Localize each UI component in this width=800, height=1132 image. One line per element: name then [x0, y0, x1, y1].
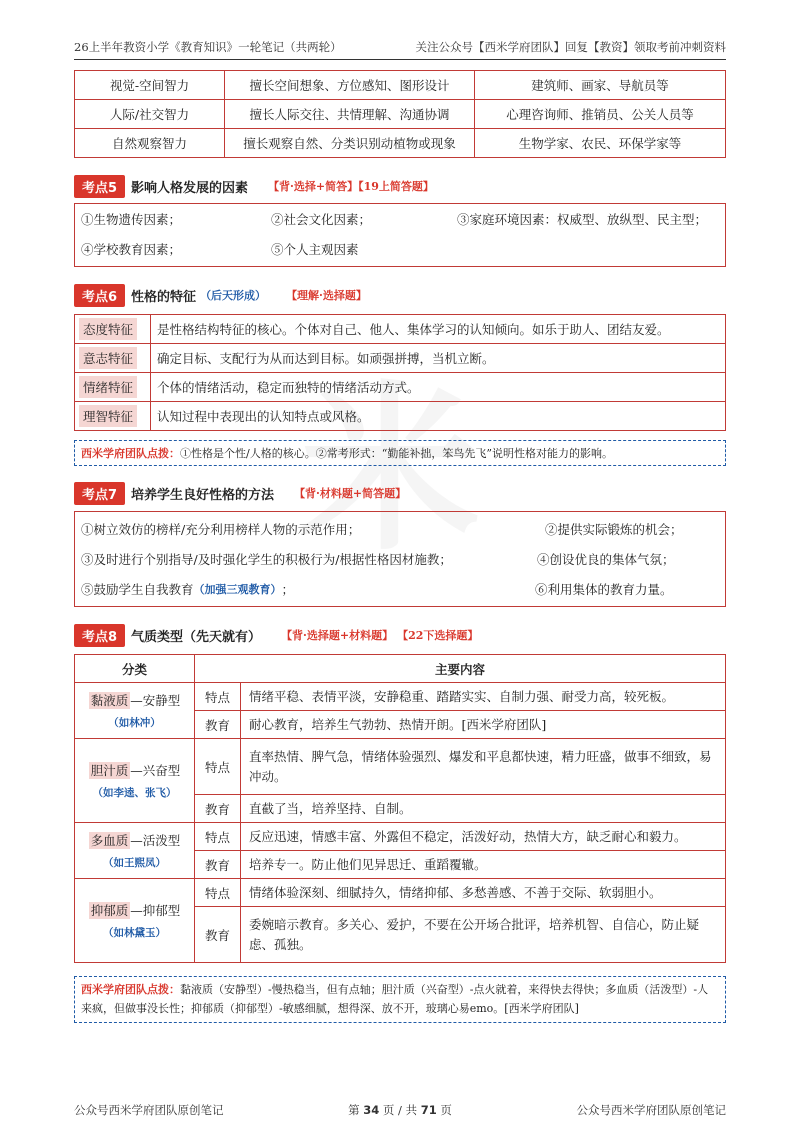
table-row [75, 129, 726, 158]
type-highlight: 抑郁质 [90, 903, 129, 918]
intelligence-type: 视觉-空间智力 [75, 71, 225, 100]
trait-label: 态度特征 [79, 318, 137, 340]
type-cell [75, 683, 195, 739]
kp7-semicolon: ； [281, 582, 295, 597]
kp5-tag: 【背·选择+简答】【19上简答题】 [268, 180, 434, 193]
intelligence-ability: 擅长人际交往、共情理解、沟通协调 [225, 100, 475, 129]
type-rest: —兴奋型 [130, 763, 181, 778]
kp6-tip [74, 440, 726, 466]
trait-text: 直率热情、脾气急，情绪体验强烈、爆发和平息都快速，精力旺盛，做事不细致，易冲动。 [241, 739, 726, 795]
type-example: （如林冲） [108, 717, 161, 729]
kp5-item: ③家庭环境因素：权威型、放纵型、民主型； [457, 212, 708, 227]
type-rest: —抑郁型 [130, 903, 181, 918]
table-row [75, 71, 726, 100]
type-highlight: 多血质 [90, 833, 129, 848]
type-example: （如李逵、张飞） [92, 787, 177, 799]
kp5-heading [74, 175, 434, 197]
kp7-item: ①树立效仿的榜样/充分利用榜样人物的示范作用； [81, 522, 361, 537]
page-header [74, 38, 726, 60]
intelligence-ability: 擅长空间想象、方位感知、图形设计 [225, 71, 475, 100]
temperament-table [74, 654, 726, 963]
intelligence-careers: 建筑师、画家、导航员等 [475, 71, 726, 100]
tip-author: 西米学府团队点拨： [81, 447, 180, 460]
kp6-badge: 考点6 [74, 284, 125, 307]
table-row [75, 683, 726, 711]
kp5-title: 影响人格发展的因素 [131, 180, 249, 196]
trait-desc: 确定目标、支配行为从而达到目标。如顽强拼搏，当机立断。 [151, 344, 726, 373]
intelligence-type: 自然观察智力 [75, 129, 225, 158]
kp7-item: ④创设优良的集体气氛； [537, 552, 675, 567]
type-cell [75, 879, 195, 963]
table-row [75, 100, 726, 129]
table-row [75, 402, 726, 431]
intelligence-table [74, 70, 726, 158]
kp6-tag: 【理解·选择题】 [286, 289, 367, 302]
kp7-badge: 考点7 [74, 482, 125, 505]
table-row [75, 739, 726, 795]
trait-label-cell [75, 402, 151, 431]
type-example: （如王熙凤） [103, 857, 166, 869]
trait-text: 情绪平稳、表情平淡，安静稳重、踏踏实实、自制力强、耐受力高，较死板。 [241, 683, 726, 711]
type-name [75, 691, 194, 709]
page-suffix: 页 [440, 1103, 452, 1117]
table-row [75, 879, 726, 907]
table-row [75, 315, 726, 344]
trait-desc: 认知过程中表现出的认知特点或风格。 [151, 402, 726, 431]
trait-label-cell [75, 344, 151, 373]
traits-table [74, 314, 726, 431]
header-content: 主要内容 [195, 655, 726, 683]
trait-text: 情绪体验深刻、细腻持久，情绪抑郁、多愁善感、不善于交际、软弱胆小。 [241, 879, 726, 907]
kp7-item: ⑥利用集体的教育力量。 [535, 582, 673, 597]
kp8-tag: 【背·选择题+材料题】 [281, 629, 394, 642]
edu-text: 培养专一。防止他们见异思迁、重蹈覆辙。 [241, 851, 726, 879]
intelligence-type: 人际/社交智力 [75, 100, 225, 129]
header-left: 26上半年教资小学《教育知识》一轮笔记（共两轮） [74, 40, 342, 54]
edu-text: 委婉暗示教育。多关心、爱护，不要在公开场合批评，培养机智、自信心，防止疑虑、孤独。 [241, 907, 726, 963]
trait-label-cell [75, 315, 151, 344]
type-example: （如林黛玉） [103, 927, 166, 939]
kp7-line-3 [75, 574, 725, 604]
edu-text: 直截了当，培养坚持、自制。 [241, 795, 726, 823]
kp5-badge: 考点5 [74, 175, 125, 198]
header-right: 关注公众号【西米学府团队】回复【教资】领取考前冲刺资料 [415, 40, 726, 54]
kp8-heading [74, 624, 478, 646]
kp7-title: 培养学生良好性格的方法 [131, 487, 275, 503]
page-prefix: 第 [348, 1103, 360, 1117]
sub-label: 教育 [195, 711, 241, 739]
sub-label: 特点 [195, 823, 241, 851]
trait-label: 情绪特征 [79, 376, 137, 398]
table-header-row [75, 655, 726, 683]
page-num: 34 [363, 1103, 380, 1117]
trait-label: 意志特征 [79, 347, 137, 369]
kp8-tip [74, 976, 726, 1023]
intelligence-careers: 生物学家、农民、环保学家等 [475, 129, 726, 158]
type-highlight: 胆汁质 [90, 763, 129, 778]
kp7-item: ⑤鼓励学生自我教育 [81, 582, 194, 597]
kp7-line-1 [75, 514, 725, 544]
kp6-title: 性格的特征 [131, 289, 197, 305]
kp7-line-2 [75, 544, 725, 574]
kp5-item: ⑤个人主观因素 [271, 242, 359, 257]
kp7-item: ②提供实际锻炼的机会； [545, 522, 683, 537]
trait-label: 理智特征 [79, 405, 137, 427]
kp5-line-2 [75, 234, 725, 264]
kp8-title: 气质类型（先天就有） [131, 629, 262, 645]
kp5-item: ④学校教育因素； [81, 242, 182, 257]
intelligence-ability: 擅长观察自然、分类识别动植物或现象 [225, 129, 475, 158]
type-rest: —安静型 [130, 693, 181, 708]
kp5-item: ①生物遗传因素； [81, 212, 182, 227]
type-name [75, 831, 194, 849]
sub-label: 特点 [195, 683, 241, 711]
kp7-item-wrap [81, 574, 294, 604]
page-footer [74, 1102, 726, 1118]
kp6-subtitle: （后天形成） [200, 289, 267, 302]
kp8-tag2: 【22下选择题】 [397, 629, 479, 642]
kp7-item: ③及时进行个别指导/及时强化学生的积极行为/根据性格因材施教； [81, 552, 452, 567]
type-rest: —活泼型 [130, 833, 181, 848]
tip-text: 黏液质（安静型）-慢热稳当，但有点轴；胆汁质（兴奋型）-点火就着，来得快去得快；多血质（活泼型）-人来疯，但做事没长性；抑郁质（抑郁型）-敏感细腻，想得深、放不开，玻璃心易emo。[西米学府团队] [81, 983, 709, 1015]
kp5-item: ②社会文化因素； [271, 212, 372, 227]
kp7-blue-note: （加强三观教育） [193, 583, 282, 596]
table-row [75, 823, 726, 851]
sub-label: 特点 [195, 739, 241, 795]
trait-desc: 个体的情绪活动，稳定而独特的情绪活动方式。 [151, 373, 726, 402]
tip-author: 西米学府团队点拨： [81, 983, 180, 996]
page-number [348, 1102, 452, 1118]
sub-label: 教育 [195, 907, 241, 963]
page-total: 71 [420, 1103, 437, 1117]
intelligence-careers: 心理咨询师、推销员、公关人员等 [475, 100, 726, 129]
type-cell [75, 823, 195, 879]
kp7-box [74, 511, 726, 607]
kp5-line-1 [75, 204, 725, 234]
kp5-box [74, 203, 726, 267]
edu-text: 耐心教育，培养生气勃勃、热情开朗。[西米学府团队] [241, 711, 726, 739]
trait-desc: 是性格结构特征的核心。个体对自己、他人、集体学习的认知倾向。如乐于助人、团结友爱。 [151, 315, 726, 344]
footer-left: 公众号西米学府团队原创笔记 [74, 1103, 224, 1117]
sub-label: 教育 [195, 851, 241, 879]
type-highlight: 黏液质 [90, 693, 129, 708]
type-name [75, 901, 194, 919]
trait-label-cell [75, 373, 151, 402]
kp7-tag: 【背·材料题+简答题】 [294, 487, 407, 500]
tip-text: ①性格是个性/人格的核心。②常考形式：“勤能补拙，笨鸟先飞”说明性格对能力的影响。 [180, 447, 613, 460]
kp6-heading [74, 284, 367, 306]
kp8-badge: 考点8 [74, 624, 125, 647]
table-row [75, 344, 726, 373]
sub-label: 特点 [195, 879, 241, 907]
type-cell [75, 739, 195, 823]
table-row [75, 373, 726, 402]
footer-right: 公众号西米学府团队原创笔记 [576, 1103, 726, 1117]
kp7-heading [74, 482, 406, 504]
type-name [75, 761, 194, 779]
page-mid: 页 / 共 [382, 1103, 418, 1117]
sub-label: 教育 [195, 795, 241, 823]
trait-text: 反应迅速，情感丰富、外露但不稳定，活泼好动，热情大方，缺乏耐心和毅力。 [241, 823, 726, 851]
header-type: 分类 [75, 655, 195, 683]
